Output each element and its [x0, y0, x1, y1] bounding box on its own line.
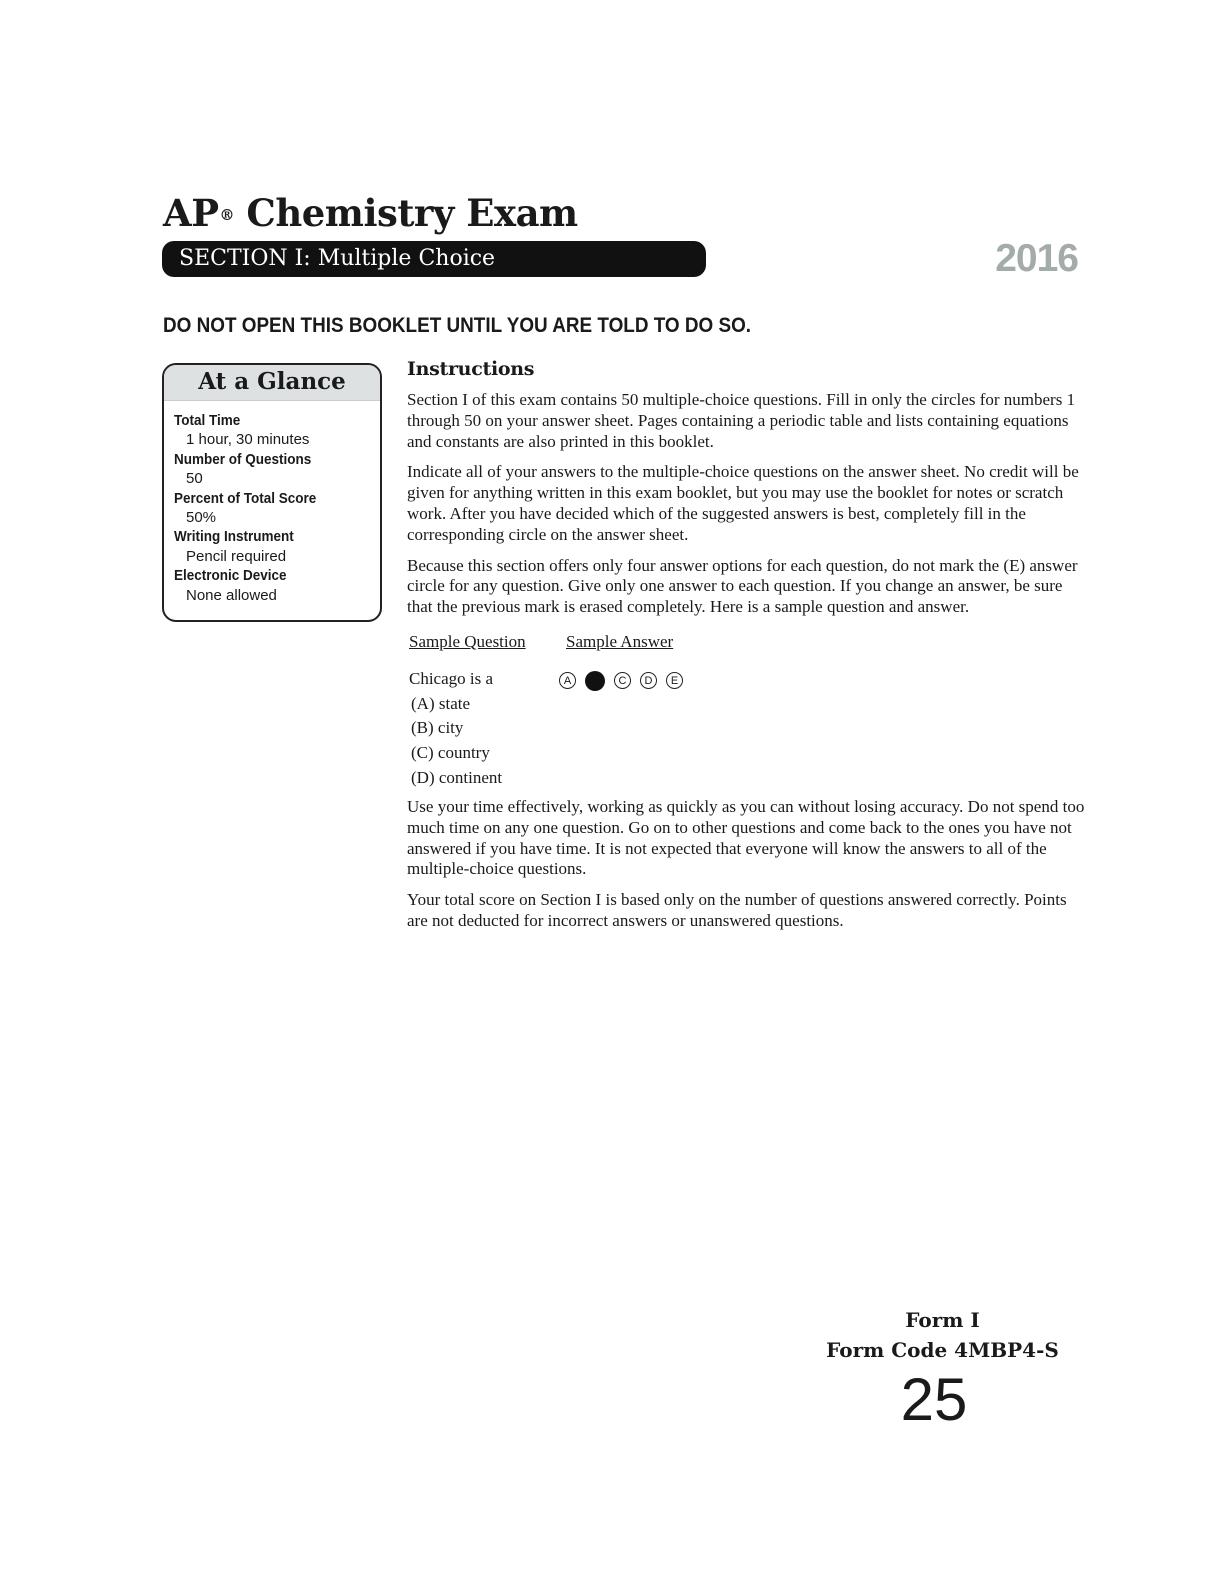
form-info [810, 1305, 1075, 1365]
instructions-paragraph: Because this section offers only four answer options for each question, do not mark the (E) answer circle for any question. Give only one answer to each question. If you change an answer, be sure that the previous mark is erased completely. Here is a sample question and answer. [407, 555, 1078, 617]
glance-label: Number of Questions [174, 450, 312, 468]
form-code: Form Code 4MBP4-S [826, 1338, 1059, 1362]
bubble-e: E [666, 672, 683, 689]
sample-block [407, 632, 1091, 797]
glance-label: Electronic Device [174, 567, 287, 585]
instructions-heading: Instructions [407, 358, 535, 380]
at-a-glance-box [162, 363, 382, 622]
sample-option: (C) country [411, 743, 490, 763]
instructions [407, 355, 1091, 942]
bubble-d: D [640, 672, 657, 689]
title-ap: AP [163, 191, 219, 235]
glance-list [164, 401, 380, 605]
bubble-a: A [559, 672, 576, 689]
glance-value: None allowed [186, 586, 277, 604]
exam-year: 2016 [995, 237, 1078, 280]
glance-value: Pencil required [186, 547, 287, 565]
sample-question [409, 632, 526, 791]
glance-value: 50% [186, 509, 217, 527]
title-rest: Chemistry Exam [234, 191, 578, 235]
instructions-paragraph: Section I of this exam contains 50 multiple-choice questions. Fill in only the circles for numbers 1 through 50 on your answer sheet. Pages containing a periodic table and lists containing equations and constants are also printed in this booklet. [407, 390, 1076, 451]
glance-heading: At a Glance [164, 365, 380, 401]
sample-stem: Chicago is a [409, 668, 494, 688]
sample-option: (B) city [411, 718, 464, 738]
glance-label: Total Time [174, 412, 241, 429]
sample-answer-heading: Sample Answer [566, 631, 674, 651]
page-number: 25 [900, 1366, 968, 1433]
section-banner [162, 241, 706, 277]
glance-value: 50 [186, 470, 203, 488]
instructions-paragraph: Indicate all of your answers to the multiple-choice questions on the answer sheet. No credit will be given for anything written in this exam booklet, but you may use the booklet for notes or scratch work. After you have decided which of the suggested answers is best, completely fill in the corresponding circle on the answer sheet. [407, 462, 1079, 544]
glance-label: Writing Instrument [174, 528, 294, 546]
bubble-b-filled [585, 671, 605, 691]
instructions-paragraph: Your total score on Section I is based only on the number of questions answered correctly. Points are not deducted for incorrect answers or unanswered questions. [407, 890, 1067, 930]
form-label: Form I [905, 1308, 980, 1332]
exam-title [163, 190, 578, 236]
section-label: SECTION I: Multiple Choice [179, 246, 496, 271]
glance-label: Percent of Total Score [174, 489, 317, 507]
sample-answer-bubbles [559, 672, 683, 691]
glance-value: 1 hour, 30 minutes [186, 431, 310, 449]
registered-mark: ® [219, 206, 235, 224]
sample-option: (A) state [411, 693, 471, 713]
instructions-paragraph: Use your time effectively, working as quickly as you can without losing accuracy. Do not spend too much time on any one question. Go on to other questions and come back to the ones you have not answered if you have time. It is not expected that everyone will know the answers to all of the multiple-choice questions. [407, 796, 1085, 879]
warning-notice: DO NOT OPEN THIS BOOKLET UNTIL YOU ARE TOLD TO DO SO. [163, 314, 752, 337]
sample-question-heading: Sample Question [409, 631, 526, 651]
bubble-c: C [614, 672, 631, 689]
sample-option: (D) continent [411, 767, 503, 787]
